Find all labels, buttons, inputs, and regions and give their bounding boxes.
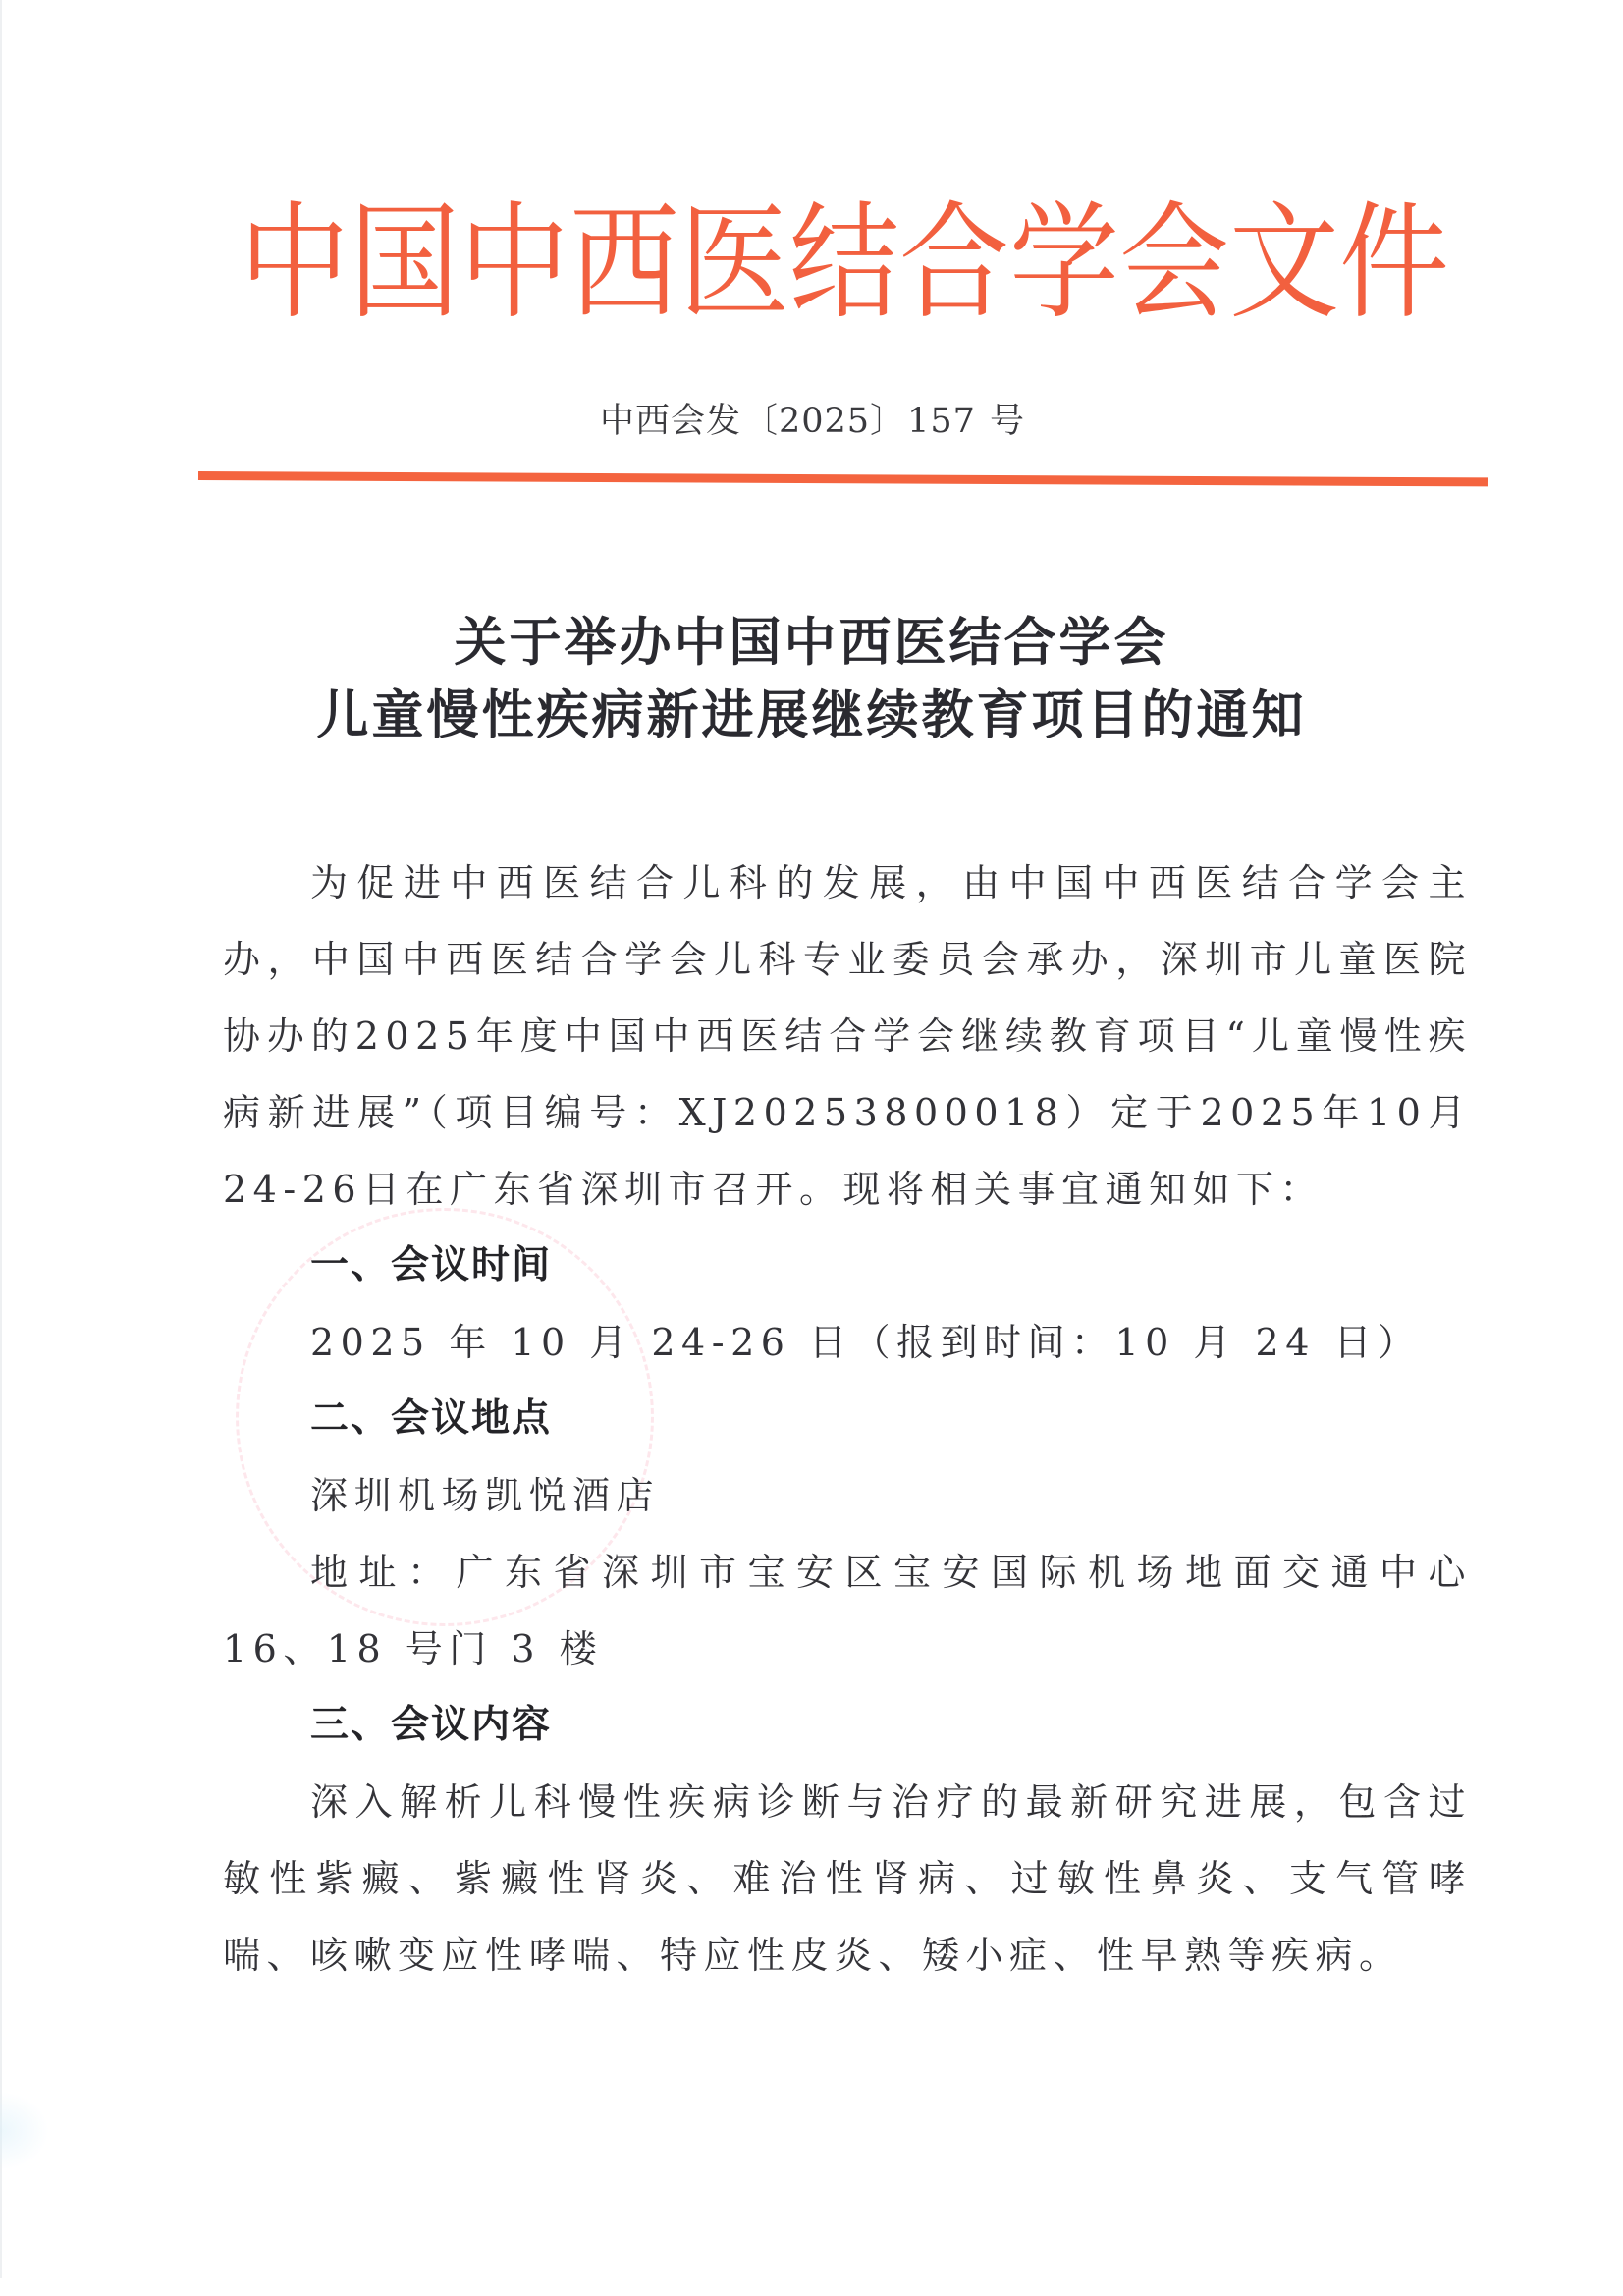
letterhead-char: 医 [679,190,789,337]
letterhead [240,190,1449,337]
document-number [0,397,1623,446]
intro-paragraph: 为促进中西医结合儿科的发展，由中国中西医结合学会主办，中国中西医结合学会儿科专业委员会承办，深圳市儿童医院协办的2025年度中国中西医结合学会继续教育项目“儿童慢性疾病新进展”（项目编号：XJ20253800018）定于2025年10月24-26日在广东省深圳市召开。现将相关事宜通知如下： [223,861,1472,1211]
venue-address-text: 地址：广东省深圳市宝安区宝安国际机场地面交通中心 16、18 号门 3 楼 [223,1551,1472,1670]
venue-name-text: 深圳机场凯悦酒店 [310,1474,661,1517]
meeting-content-text: 深入解析儿科慢性疾病诊断与治疗的最新研究进展，包含过敏性紫癜、紫癜性肾炎、难治性肾病、过敏性鼻炎、支气管哮喘、咳嗽变应性哮喘、特应性皮炎、矮小症、性早熟等疾病。 [223,1780,1472,1977]
section-heading-location: 二、会议地点 [310,1396,553,1441]
section-heading-time: 一、会议时间 [310,1243,553,1287]
doc-number-value: 157 [907,402,976,441]
letterhead-char: 合 [899,190,1009,337]
letterhead-char: 会 [1119,190,1229,337]
scan-smudge [0,2092,49,2170]
letterhead-char: 中 [460,190,569,337]
letterhead-char: 结 [789,190,899,337]
letterhead-char: 文 [1229,190,1339,337]
document-title [0,607,1623,752]
document-body [223,845,1472,1994]
letterhead-char: 西 [569,190,679,337]
title-line-1: 关于举办中国中西医结合学会 [454,613,1169,673]
letterhead-char: 国 [350,190,460,337]
red-divider-rule [198,471,1488,486]
doc-number-suffix: 号 [990,402,1026,441]
letterhead-char: 中 [240,190,350,337]
doc-number-year: 〔2025〕 [742,402,906,441]
section-heading-content: 三、会议内容 [310,1703,553,1747]
scan-edge [0,0,2,2278]
title-line-2: 儿童慢性疾病新进展继续教育项目的通知 [316,685,1307,745]
letterhead-char: 件 [1339,190,1449,337]
meeting-time-text: 2025 年 10 月 24-26 日（报到时间：10 月 24 日） [310,1321,1422,1364]
letterhead-char: 学 [1009,190,1119,337]
doc-number-prefix: 中西会发 [599,402,741,441]
